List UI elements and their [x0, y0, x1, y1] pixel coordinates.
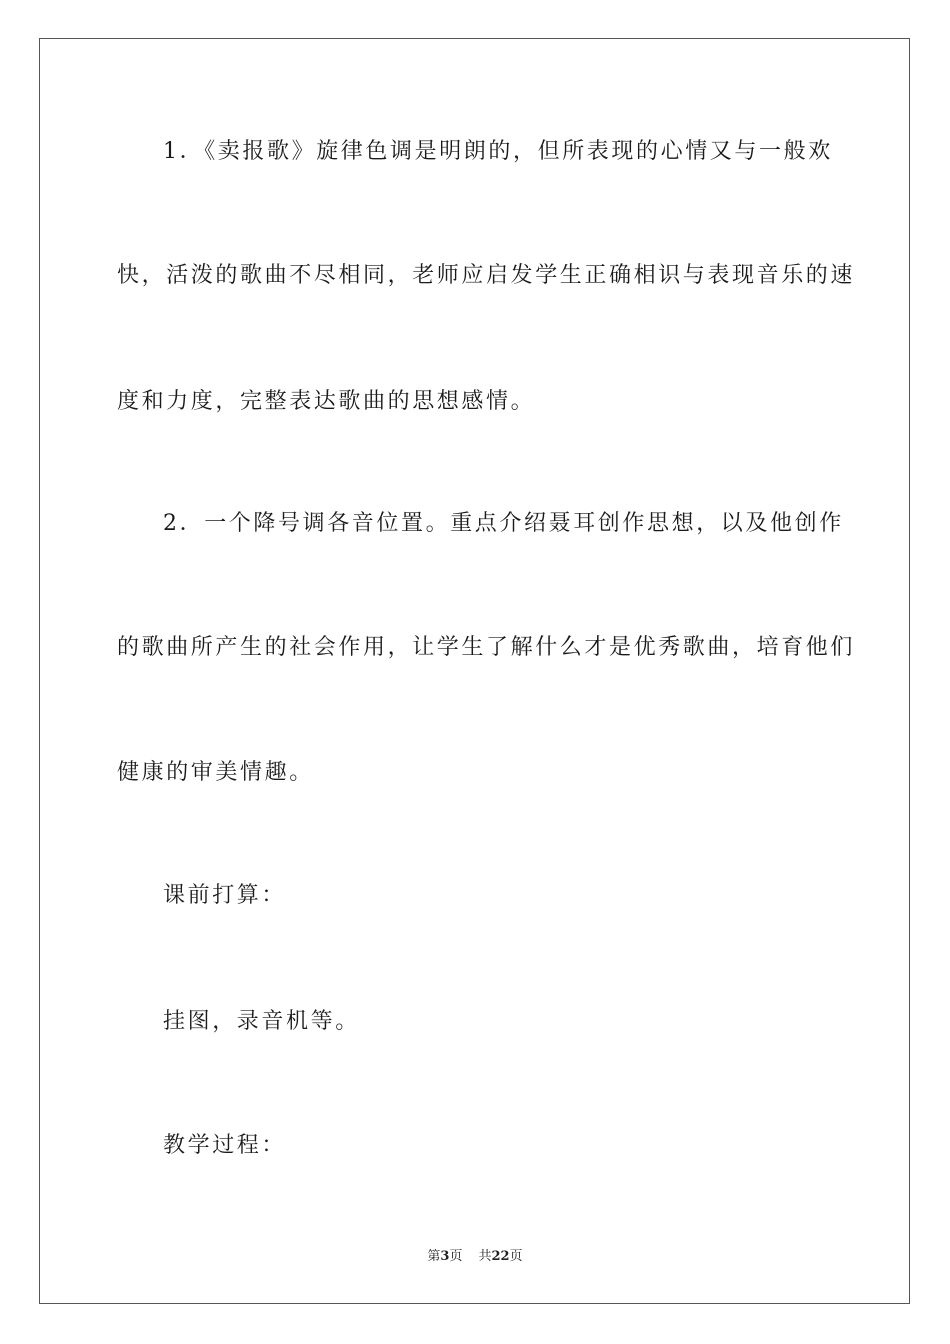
page-suffix: 页: [449, 1249, 463, 1264]
page-prefix: 第: [427, 1249, 441, 1264]
page-border: [39, 38, 910, 1304]
section-heading-preparation: 课前打算：: [163, 883, 287, 908]
total-suffix: 页: [509, 1249, 523, 1264]
paragraph-1-line-3: 度和力度，完整表达歌曲的思想感情。: [117, 389, 536, 414]
page-number: 3: [440, 1249, 450, 1264]
preparation-materials: 挂图，录音机等。: [163, 1009, 360, 1034]
paragraph-2-line-1: 2．一个降号调各音位置。重点介绍聂耳创作思想，以及他创作: [163, 511, 844, 536]
paragraph-1-line-1: 1．《卖报歌》旋律色调是明朗的，但所表现的心情又与一般欢: [163, 139, 833, 164]
paragraph-1-line-2: 快，活泼的歌曲不尽相同，老师应启发学生正确相识与表现音乐的速: [117, 263, 856, 288]
paragraph-2-line-3: 健康的审美情趣。: [117, 760, 314, 785]
paragraph-2-line-2: 的歌曲所产生的社会作用，让学生了解什么才是优秀歌曲，培育他们: [117, 635, 856, 660]
page-footer: [0, 1248, 950, 1266]
section-heading-process: 教学过程：: [163, 1133, 287, 1158]
total-prefix: 共: [478, 1249, 492, 1264]
total-pages: 22: [491, 1249, 510, 1264]
